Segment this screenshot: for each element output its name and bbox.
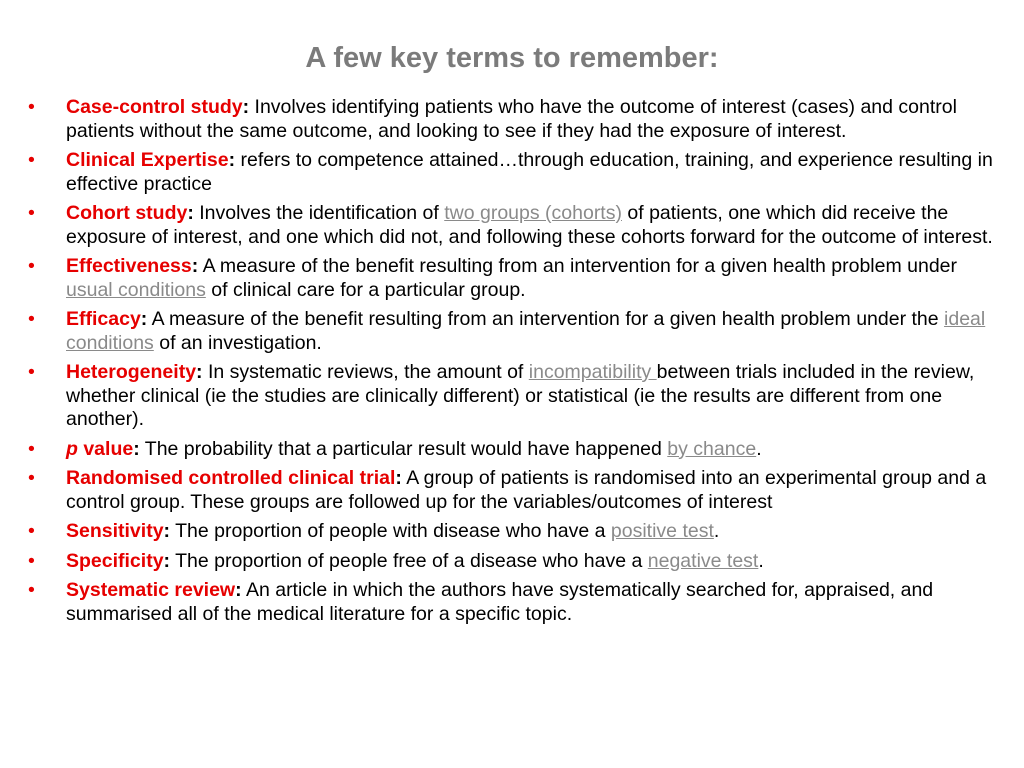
definition-text: In systematic reviews, the amount of bbox=[202, 361, 529, 383]
term-name: Heterogeneity bbox=[66, 361, 197, 383]
definition-text: The probability that a particular result would have happened bbox=[139, 437, 668, 460]
bullet-icon: • bbox=[28, 308, 35, 330]
definition-text: . bbox=[713, 520, 720, 542]
definition-text: Involves the identification of bbox=[193, 202, 445, 224]
bullet-icon: • bbox=[28, 361, 35, 383]
definition-link[interactable]: negative test bbox=[647, 549, 759, 572]
term-colon: : bbox=[235, 579, 242, 601]
term-name: Systematic review bbox=[66, 579, 236, 601]
definition-text: of an investigation. bbox=[153, 331, 322, 354]
slide-title: A few key terms to remember: bbox=[305, 42, 719, 74]
term-item bbox=[28, 255, 994, 302]
bullet-icon: • bbox=[28, 579, 35, 601]
term-name: Cohort study bbox=[66, 202, 188, 224]
definition-text: The proportion of people free of a disease who have a bbox=[170, 549, 648, 572]
definition-text: A group of patients is randomised into an experimental group and a control group. These groups are followed up for the variables/outcomes of interest bbox=[66, 467, 987, 513]
bullet-icon: • bbox=[28, 437, 35, 460]
definition-link[interactable]: by chance bbox=[667, 437, 757, 460]
bullet-icon: • bbox=[28, 467, 35, 489]
term-colon: : bbox=[196, 361, 203, 383]
definition-text: An article in which the authors have systematically searched for, appraised, and summarised all of the medical literature for a specific topic. bbox=[66, 579, 934, 625]
bullet-icon: • bbox=[28, 149, 35, 171]
term-name: Clinical Expertise bbox=[66, 149, 229, 171]
term-name: Case-control study bbox=[66, 96, 243, 118]
definition-text: A measure of the benefit resulting from an intervention for a given health problem under bbox=[198, 255, 958, 277]
definition-link[interactable]: positive test bbox=[610, 520, 714, 542]
bullet-icon: • bbox=[28, 549, 35, 572]
term-colon: : bbox=[242, 96, 250, 118]
term-item bbox=[28, 467, 994, 514]
term-colon: : bbox=[163, 520, 171, 542]
definition-link[interactable]: ideal conditions bbox=[66, 308, 986, 354]
term-colon: : bbox=[187, 202, 194, 224]
definition-text: of clinical care for a particular group. bbox=[205, 278, 526, 301]
term-name: value bbox=[77, 437, 134, 460]
term-item bbox=[28, 550, 994, 574]
term-name: Effectiveness bbox=[66, 255, 192, 277]
definition-text: between trials included in the review, whether clinical (ie the studies are clinically different) or statistical (ie the results are different from one another). bbox=[66, 361, 975, 430]
definition-text: . bbox=[758, 549, 764, 572]
term-colon: : bbox=[395, 467, 402, 489]
term-item bbox=[28, 520, 994, 544]
term-colon: : bbox=[133, 437, 140, 460]
term-name: Randomised controlled clinical trial bbox=[66, 467, 396, 489]
term-colon: : bbox=[191, 255, 199, 277]
term-item bbox=[28, 579, 994, 626]
term-item bbox=[28, 149, 994, 196]
term-item bbox=[28, 96, 994, 143]
definition-link[interactable]: two groups (cohorts) bbox=[444, 202, 622, 224]
term-name: Specificity bbox=[66, 549, 164, 572]
definition-text: of patients, one which did receive the exposure of interest, and one which did not, and following these cohorts forward for the outcome of interest. bbox=[66, 202, 993, 248]
term-colon: : bbox=[140, 308, 148, 330]
term-name: Sensitivity bbox=[66, 520, 164, 542]
term-item bbox=[28, 308, 994, 355]
definition-link[interactable]: usual conditions bbox=[66, 278, 206, 301]
term-colon: : bbox=[228, 149, 236, 171]
definition-link[interactable]: incompatibility bbox=[528, 361, 657, 383]
definition-text: Involves identifying patients who have the outcome of interest (cases) and control patients without the same outcome, and looking to see if they had the exposure of interest. bbox=[66, 96, 957, 142]
bullet-icon: • bbox=[28, 255, 35, 277]
term-item bbox=[28, 438, 994, 462]
term-colon: : bbox=[163, 549, 171, 572]
bullet-icon: • bbox=[28, 202, 35, 224]
definition-text: A measure of the benefit resulting from an intervention for a given health problem under the bbox=[147, 308, 945, 330]
bullet-icon: • bbox=[28, 96, 35, 118]
definition-text: refers to competence attained…through education, training, and experience resulting in effective practice bbox=[66, 149, 993, 195]
key-terms-list bbox=[28, 96, 994, 632]
definition-text: The proportion of people with disease who have a bbox=[170, 520, 611, 542]
term-item bbox=[28, 361, 994, 432]
bullet-icon: • bbox=[28, 520, 35, 542]
term-name: Efficacy bbox=[66, 308, 141, 330]
definition-text: . bbox=[756, 437, 762, 460]
term-name-italic: p bbox=[66, 437, 78, 460]
term-item bbox=[28, 202, 994, 249]
